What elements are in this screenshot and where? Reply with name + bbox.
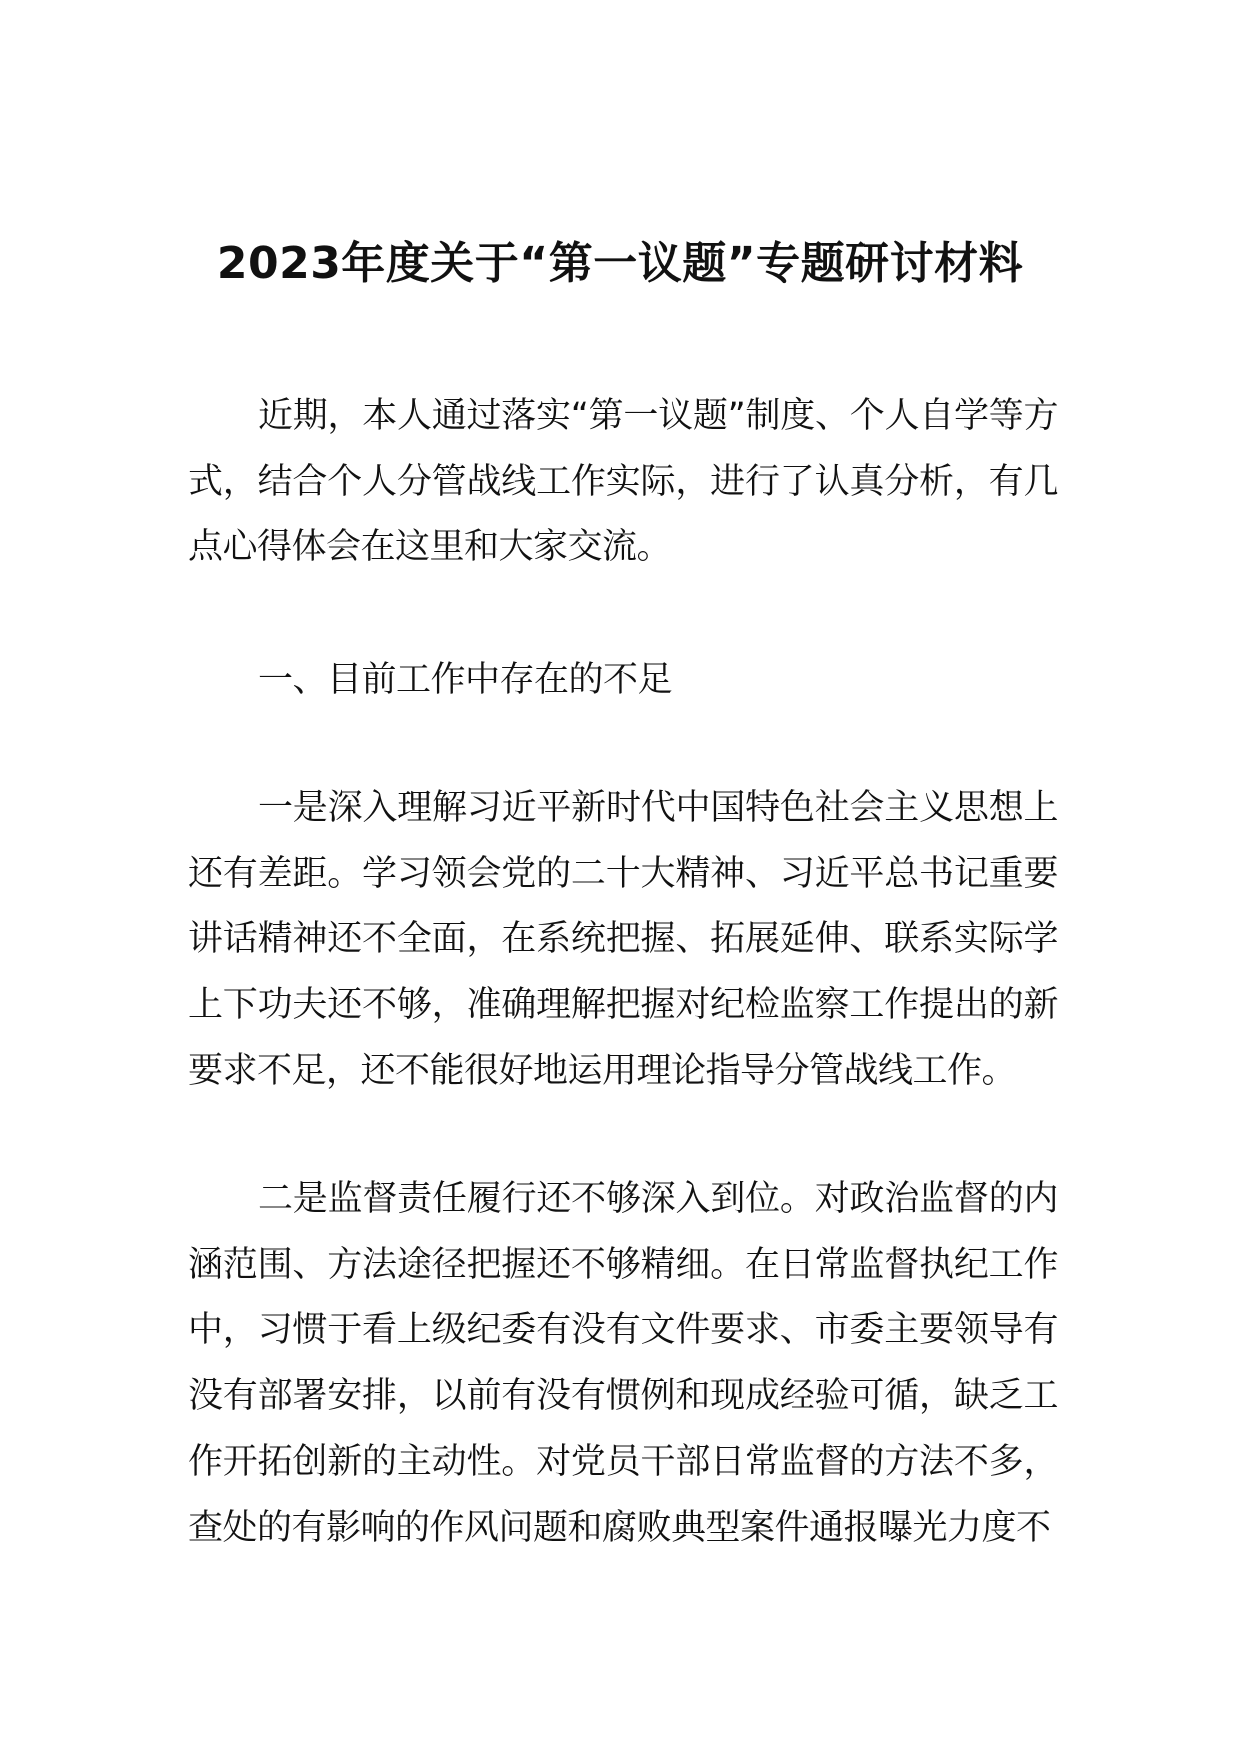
point-one-paragraph: 一是深入理解习近平新时代中国特色社会主义思想上还有差距。学习领会党的二十大精神、习近平总书记重要讲话精神还不全面，在系统把握、拓展延伸、联系实际学上下功夫还不够，准确理解把握对纪检监察工作提出的新要求不足，还不能很好地运用理论指导分管战线工作。 [188, 788, 1058, 1091]
section-heading: 一、目前工作中存在的不足 [258, 660, 673, 700]
intro-paragraph: 近期，本人通过落实“第一议题”制度、个人自学等方式，结合个人分管战线工作实际，进行了认真分析，有几点心得体会在这里和大家交流。 [188, 396, 1058, 568]
point-two-paragraph: 二是监督责任履行还不够深入到位。对政治监督的内涵范围、方法途径把握还不够精细。在日常监督执纪工作中，习惯于看上级纪委有没有文件要求、市委主要领导有没有部署安排，以前有没有惯例和现成经验可循，缺乏工作开拓创新的主动性。对党员干部日常监督的方法不多，查处的有影响的作风问题和腐败典型案件通报曝光力度不 [188, 1179, 1058, 1548]
document-title: 2023年度关于“第一议题”专题研讨材料 [216, 238, 1024, 290]
